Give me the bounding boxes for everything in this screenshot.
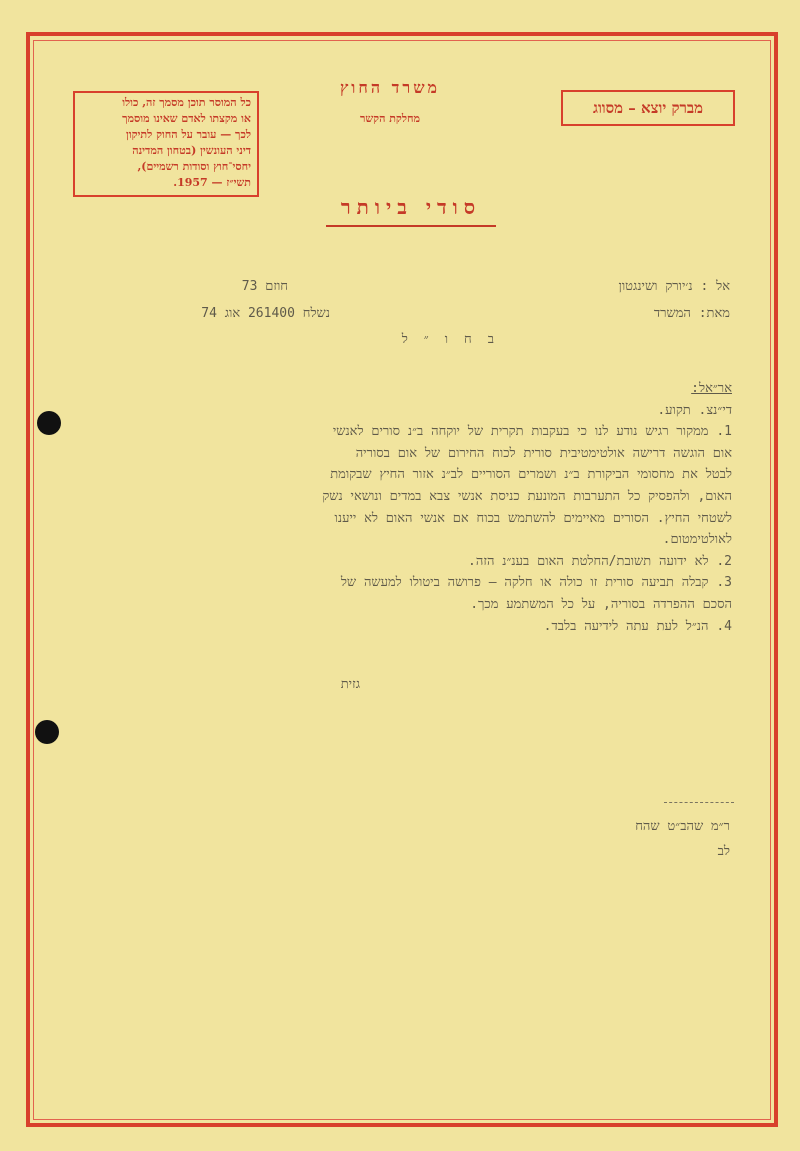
- notice-line: לכך — עובר על החוק לתיקון: [126, 128, 251, 141]
- punch-hole-top: [37, 411, 61, 435]
- notice-line: תשי״ז — 1957.: [173, 176, 251, 189]
- notice-line: יחסי־חוץ וסודות רשמיים),: [137, 160, 251, 173]
- body-line: האום, ולהפסיק כל התערבות המונעת כניסת אנשי צבא במדים ונושאי נשק: [322, 488, 732, 504]
- department-label: מחלקת הקשר: [359, 112, 420, 125]
- recipient-line: אל : נ׳יורק ושינגטון: [618, 279, 730, 294]
- destination-label: בחו״ל: [401, 332, 510, 347]
- distribution-divider: [664, 802, 734, 803]
- signature: גזית: [340, 677, 360, 692]
- body-line: הסכם ההפרדה בסוריה, על כל המשתמע מכך.: [470, 596, 732, 612]
- classification-label: סודי ביותר: [340, 195, 482, 219]
- message-body: [150, 378, 732, 637]
- telegram-stamp: מברק יוצא – מסווג: [561, 90, 735, 126]
- distribution-line: לב: [717, 844, 730, 859]
- body-line: די״נצ. תקוע.: [657, 402, 732, 418]
- legal-notice-box: [73, 91, 259, 197]
- message-number: חוזם 73: [241, 279, 288, 294]
- body-line: לאולטימטום.: [662, 532, 732, 548]
- sent-date: נשלח 261400 אוג 74: [201, 306, 330, 321]
- sender-line: מאת: המשרד: [653, 306, 730, 321]
- classification-underline: [326, 225, 496, 227]
- body-line: לשטחי החיץ. הסורים מאיימים להשתמש בכוח אם אנשי האום לא ייענו: [334, 510, 732, 526]
- body-line: 4. הנ״ל לעת עתה לידיעה בלבד.: [543, 618, 732, 634]
- body-line: אום הוגשה דרישה אולטימטיבית סורית לכוח החירום של אום בסוריה: [355, 445, 732, 461]
- distribution-line: ר״מ שהב״ט שהח: [635, 819, 730, 834]
- ministry-title: משרד החוץ: [339, 78, 441, 97]
- body-line: לבטל את מחסומי הביקורת ב״נ ושמרים הסוריים לב״נ אזור החיץ שבקומת: [330, 467, 732, 483]
- punch-hole-bottom: [35, 720, 59, 744]
- salutation: אר״אל:: [691, 381, 732, 396]
- body-line: 1. ממקור רגיש נודע לנו כי בעקבות תקרית של יוקחה ב״נ סורים לאנשי: [332, 424, 732, 440]
- body-line: 3. קבלה תביעה סורית זו כולה או חלקה – פרושה ביטולו למעשה של: [340, 575, 732, 591]
- body-line: 2. לא ידועה תשובת/החלטת האום בענ״נ הזה.: [468, 553, 732, 569]
- notice-line: או מקצתו לאדם שאינו מוסמך: [122, 112, 251, 125]
- notice-line: דיני העונשין (בטחון המדינה: [132, 144, 251, 157]
- notice-line: כל המוסר תוכן מסמך זה, כולו: [122, 96, 251, 109]
